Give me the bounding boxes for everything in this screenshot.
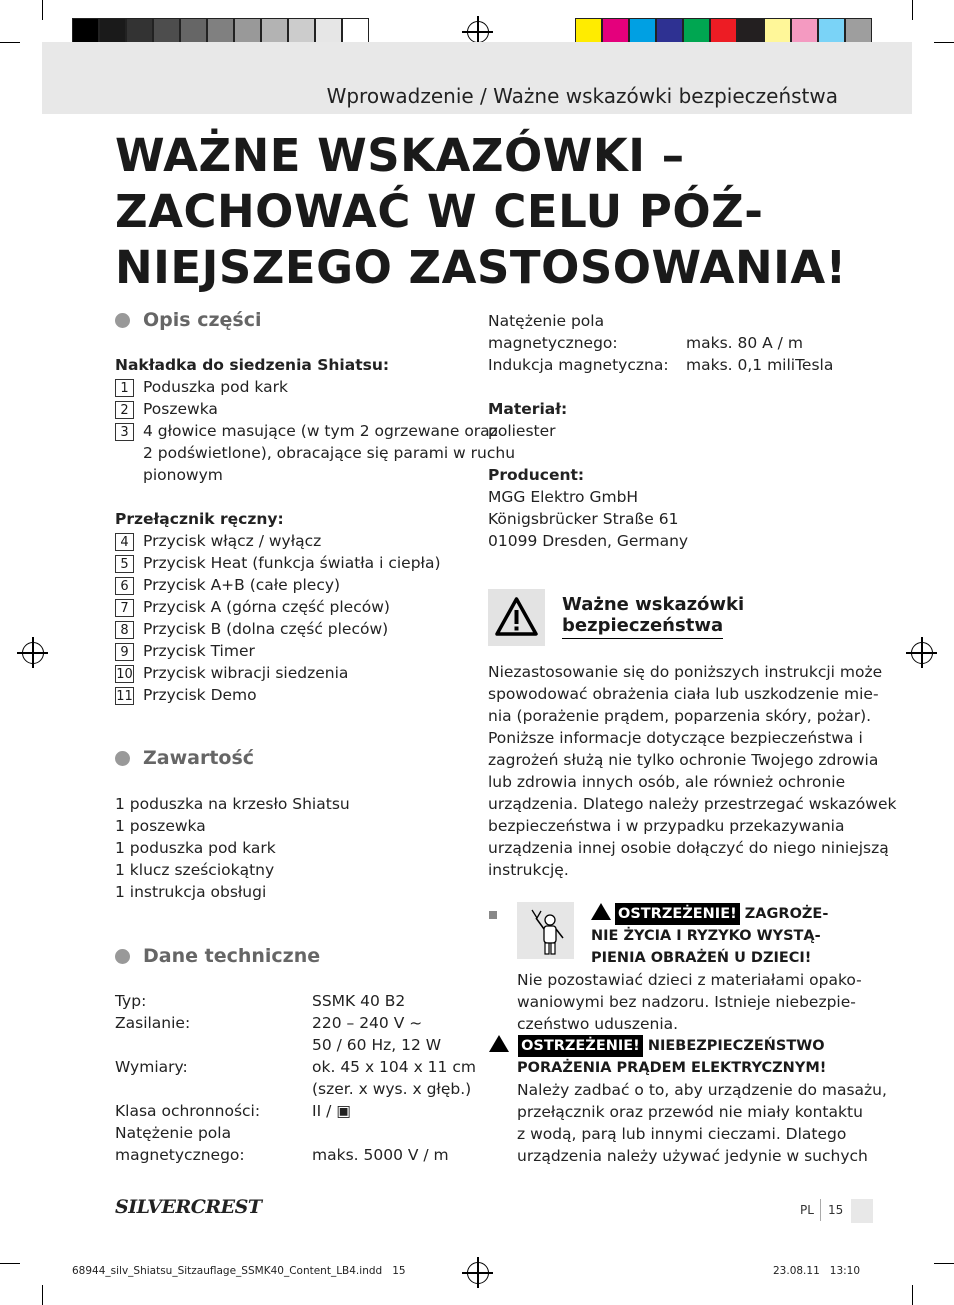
gray-swatch [126,18,153,45]
safety-line: urządzenia. Dlatego należy przestrzegać wskazówek [488,795,897,813]
safety-line: bezpieczeństwa i w przypadku przekazywania [488,817,845,835]
warning-heading-text: PIENIA OBRAŻEŃ U DZIECI! [591,950,812,966]
warning2-heading [489,1035,826,1079]
part-text: Przycisk B (dolna część pleców) [143,620,389,638]
part-text: Przycisk Heat (funkcja światła i ciepła) [143,554,441,572]
warning-heading-text: NIE ŻYCIA I RYZYKO WYSTĄ- [591,928,821,944]
material-value: poliester [488,422,556,440]
tech-heading [115,945,320,967]
brand-logo: SILVERCREST [115,1196,262,1218]
color-swatch [629,18,656,45]
color-swatch [575,18,602,45]
footer-divider [820,1199,821,1221]
warning2-text: przełącznik oraz przewód nie miały kontaktu [517,1103,863,1121]
crop-mark [912,0,913,20]
field-label: Natężenie pola [488,312,605,330]
safety-line: lub zdrowia innych osób, ale również ochronie [488,773,846,791]
part-text: Przycisk A+B (całe plecy) [143,576,341,594]
part-text: Poszewka [143,400,218,418]
warning-tag: OSTRZEŻENIE! [518,1035,643,1057]
part-text: Przycisk Demo [143,686,257,704]
registration-mark-icon [467,21,489,43]
part-number: 11 [116,689,133,704]
safety-heading-line: bezpieczeństwa [562,615,723,639]
part-text: Poduszka pod kark [143,378,288,396]
part-text-cont: pionowym [143,466,223,484]
registration-mark-icon [22,642,44,664]
safety-heading-line: Ważne wskazówki [562,594,745,615]
contents-heading [115,747,254,769]
registration-mark-icon [911,642,933,664]
gray-swatch [99,18,126,45]
safety-line: urządzenia innej osobie dołączyć do niego niniejszą [488,839,889,857]
part-number: 1 [115,379,134,397]
field-value: maks. 0,1 miliTesla [686,356,834,374]
tech-value: SSMK 40 B2 [312,992,406,1010]
print-date: 23.08.11 13:10 [773,1265,861,1277]
gray-swatch [153,18,180,45]
safety-line: nia (porażenie prądem, poparzenia skóry, pożar). [488,707,872,725]
field-label: magnetycznego: [488,334,618,352]
warning1-text: czeństwo uduszenia. [517,1015,679,1033]
tech-label: Natężenie pola [115,1124,232,1142]
warning-triangle-icon [489,1035,509,1052]
title-line: NIEJSZEGO ZASTOSOWANIA! [115,241,847,294]
warning2-text: Należy zadbać o to, aby urządzenie do masażu, [517,1081,887,1099]
title-line: ZACHOWAĆ W CELU PÓŹ- [115,185,764,238]
crop-mark [0,42,20,43]
field-value: maks. 80 A / m [686,334,803,352]
producer-line: MGG Elektro GmbH [488,488,639,506]
parts-heading [115,309,261,331]
tech-value: II / ▣ [312,1102,351,1120]
safety-line: Poniższe informacje dotyczące bezpieczeństwa i [488,729,863,747]
gray-swatch [315,18,342,45]
tech-label: Klasa ochronności: [115,1102,261,1120]
tech-value: 220 – 240 V ~ [312,1014,423,1032]
part-text: 4 głowice masujące (w tym 2 ogrzewane oraz [143,422,498,440]
color-swatch [683,18,710,45]
gray-swatch [342,18,369,45]
part-number: 6 [115,577,134,595]
producer-line: 01099 Dresden, Germany [488,532,689,550]
part-number: 8 [115,621,134,639]
bullet-icon [115,751,130,766]
crop-mark [934,1263,954,1264]
warning-heading-text: NIEBEZPIECZEŃSTWO [647,1038,825,1054]
warning-tag: OSTRZEŻENIE! [615,903,740,925]
crop-mark [0,1263,20,1264]
tech-label: magnetycznego: [115,1146,245,1164]
page-tab [851,1199,873,1223]
heading-label: Zawartość [143,747,255,769]
color-swatch [737,18,764,45]
part-number: 2 [115,401,134,419]
warning1-text: waniowymi bez nadzoru. Istnieje niebezpie- [517,993,856,1011]
gray-swatch [207,18,234,45]
page-title [115,128,847,296]
part-number: 7 [115,599,134,617]
gray-swatch [72,18,99,45]
contents-item: 1 poduszka na krzesło Shiatsu [115,795,350,813]
title-line: WAŻNE WSKAZÓWKI – [115,129,685,182]
part-text: Przycisk włącz / wyłącz [143,532,322,550]
color-swatch [656,18,683,45]
field-label: Indukcja magnetyczna: [488,356,669,374]
registration-mark-icon [467,1262,489,1284]
material-label: Materiał: [488,400,568,418]
part-text: Przycisk wibracji siedzenia [143,664,349,682]
tech-value: maks. 5000 V / m [312,1146,449,1164]
part-number: 5 [115,555,134,573]
safety-line: Niezastosowanie się do poniższych instrukcji może [488,663,883,681]
crop-mark [42,0,43,20]
file-info: 68944_silv_Shiatsu_Sitzauflage_SSMK40_Content_LB4.indd 15 [72,1265,406,1277]
language-code: PL [800,1203,814,1217]
part-text: Przycisk Timer [143,642,255,660]
color-swatch [602,18,629,45]
warning2-text: urządzenia należy używać jedynie w suchych [517,1147,868,1165]
bullet-icon [115,949,130,964]
part-text: Przycisk A (górna część pleców) [143,598,390,616]
tech-value: (szer. x wys. x głęb.) [312,1080,472,1098]
child-warning-icon [517,902,574,959]
color-swatch [845,18,872,45]
gray-swatch [288,18,315,45]
safety-heading [562,594,744,639]
page-number: 15 [828,1203,844,1217]
tech-label: Typ: [115,992,147,1010]
safety-line: zagrożeń służą nie tylko ochronie Twojego zdrowia [488,751,879,769]
warning1-heading [591,903,828,969]
safety-line: instrukcję. [488,861,569,879]
heading-label: Dane techniczne [143,945,321,967]
switch-label: Przełącznik ręczny: [115,510,284,528]
gray-swatch [234,18,261,45]
contents-item: 1 instrukcja obsługi [115,883,267,901]
bullet-icon [115,313,130,328]
color-swatch [764,18,791,45]
heading-label: Opis części [143,309,262,331]
list-bullet-icon [489,911,497,919]
tech-value: 50 / 60 Hz, 12 W [312,1036,442,1054]
contents-item: 1 klucz sześciokątny [115,861,275,879]
tech-label: Zasilanie: [115,1014,191,1032]
crop-mark [934,42,954,43]
color-swatch [818,18,845,45]
color-swatch [710,18,737,45]
part-text-cont: 2 podświetlone), obracające się parami w ruchu [143,444,516,462]
part-number: 9 [115,643,134,661]
crop-mark [912,1285,913,1305]
part-number: 4 [115,533,134,551]
warning2-text: z wodą, parą lub innymi cieczami. Dlatego [517,1125,847,1143]
warning-icon-box [488,589,545,646]
section-title: Wprowadzenie / Ważne wskazówki bezpieczeństwa [326,84,838,108]
producer-line: Königsbrücker Straße 61 [488,510,679,528]
warning-heading-text: ZAGROŻE- [744,906,829,922]
part-number: 10 [116,667,133,682]
warning-triangle-icon [488,589,545,646]
child-warning-icon-box [517,902,574,959]
color-swatch [791,18,818,45]
part-number: 3 [115,423,134,441]
cushion-label: Nakładka do siedzenia Shiatsu: [115,356,390,374]
tech-label: Wymiary: [115,1058,188,1076]
contents-item: 1 poduszka pod kark [115,839,276,857]
warning1-text: Nie pozostawiać dzieci z materiałami opako- [517,971,862,989]
gray-swatch [261,18,288,45]
warning-heading-text: PORAŻENIA PRĄDEM ELEKTRYCZNYM! [517,1060,827,1076]
producer-label: Producent: [488,466,585,484]
safety-line: spowodować obrażenia ciała lub uszkodzenie mie- [488,685,879,703]
contents-item: 1 poszewka [115,817,206,835]
gray-swatch [180,18,207,45]
crop-mark [42,1285,43,1305]
warning-triangle-icon [591,903,611,920]
tech-value: ok. 45 x 104 x 11 cm [312,1058,476,1076]
